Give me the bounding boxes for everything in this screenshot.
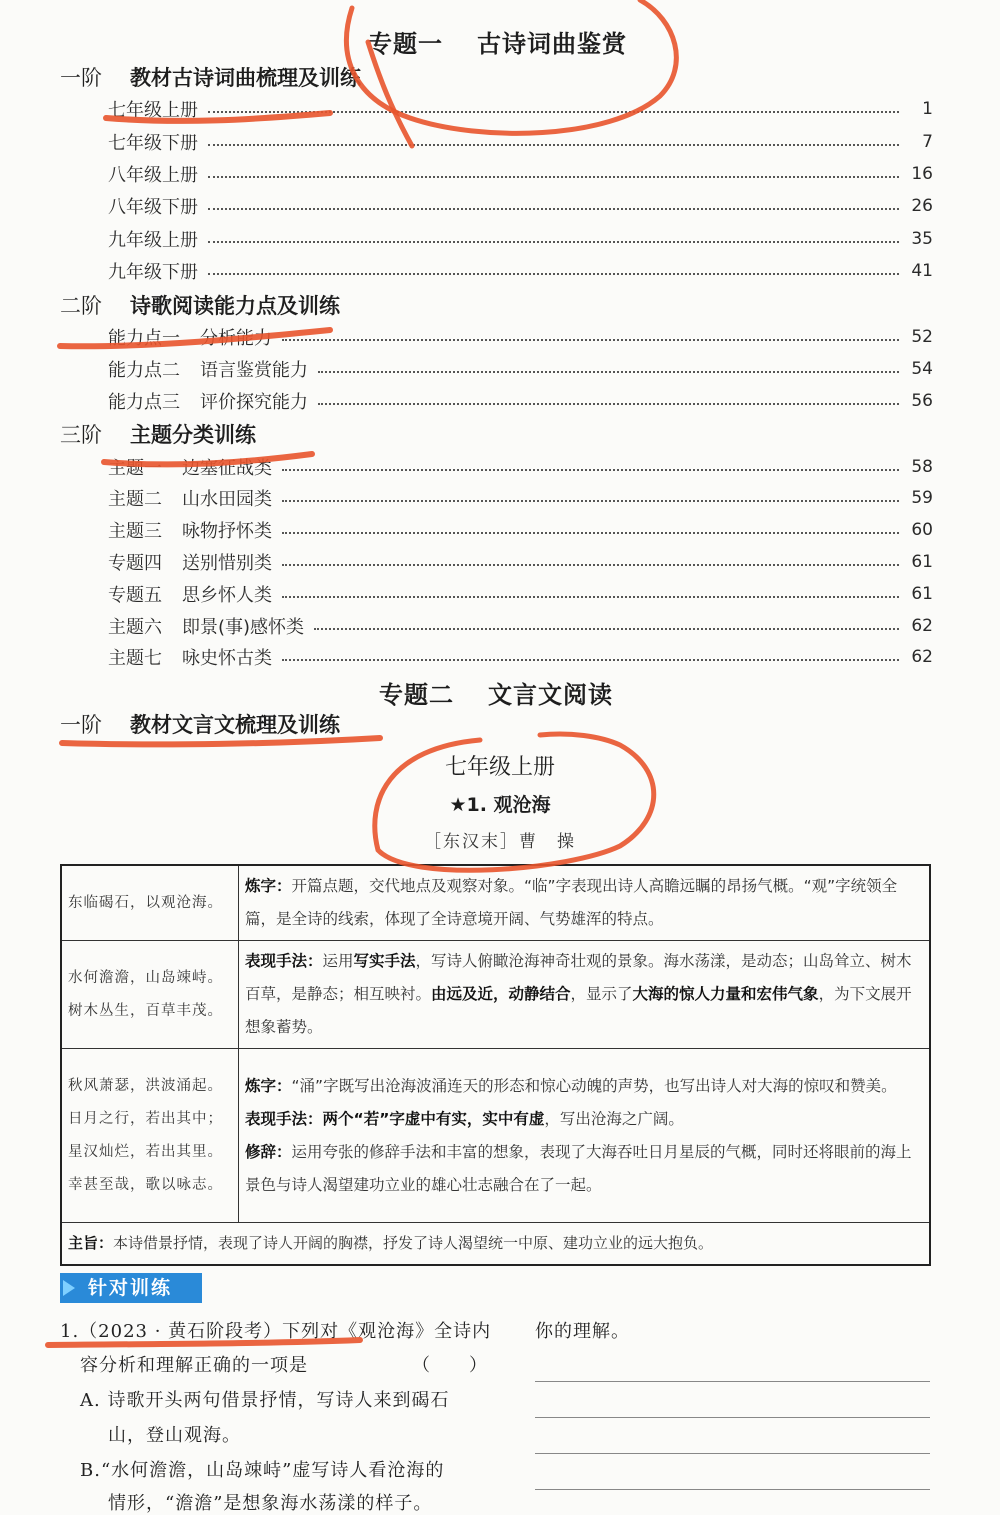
- grade-heading: 七年级上册: [444, 755, 555, 780]
- analysis-emphasis: 两个“若”字虚中有实，实中有虚: [322, 1109, 545, 1128]
- toc-page: 61: [911, 552, 933, 572]
- toc-label-main: 专题五: [108, 585, 162, 606]
- toc-label-sub: 思乡怀人类: [182, 585, 272, 606]
- annotation-stroke: [368, 42, 412, 146]
- poem-line: 日月之行，若出其中；: [68, 1110, 223, 1127]
- toc-label: 七年级上册: [108, 100, 198, 121]
- analysis-emphasis: 由远及近，动静结合: [431, 985, 571, 1003]
- toc-page: 1: [922, 99, 933, 119]
- analysis-key: 修辞：: [245, 1142, 292, 1161]
- toc-page: 16: [911, 164, 933, 184]
- annotation-circle: [375, 734, 654, 870]
- toc-page: 62: [911, 616, 933, 636]
- toc-page: 7: [922, 132, 933, 152]
- toc-page: 58: [911, 457, 933, 477]
- toc-page: 26: [911, 196, 933, 216]
- analysis-key: 表现手法：: [245, 1109, 323, 1128]
- right-column-text: 你的理解。: [535, 1321, 630, 1342]
- analysis-text: ，写诗人俯瞰沧海神奇壮观的景象。海水荡漾，是动态；山岛耸立、树木百草，是静态；相互映衬。: [245, 952, 912, 1003]
- toc-label: 八年级下册: [108, 197, 198, 218]
- poem-line: 东临碣石，以观沧海。: [68, 894, 223, 911]
- toc-label: 七年级下册: [108, 133, 198, 154]
- section-name: 教材文言文梳理及训练: [130, 713, 340, 737]
- answer-paren[interactable]: （ ）: [412, 1355, 488, 1376]
- option-b-cont: 情形，“澹澹”是想象海水荡漾的样子。: [108, 1493, 433, 1514]
- analysis-emphasis: 大海的惊人力量和宏伟气象: [632, 985, 819, 1003]
- poem-line: 水何澹澹，山岛竦峙。: [68, 969, 223, 986]
- section-level: 一阶: [60, 713, 102, 737]
- toc-label-sub: 分析能力: [200, 328, 272, 349]
- toc-label-sub: 咏物抒怀类: [182, 521, 272, 542]
- annotation-underline: [62, 738, 380, 744]
- option-b[interactable]: B.“水何澹澹，山岛竦峙”虚写诗人看沧海的: [80, 1460, 445, 1481]
- toc-label-sub: 边塞征战类: [182, 458, 272, 479]
- toc-page: 59: [911, 488, 933, 508]
- analysis-text: 开篇点题，交代地点及观察对象。“临”字表现出诗人高瞻远瞩的昂扬气概。“观”字统领全篇，是全诗的线索，体现了全诗意境开阔、气势雄浑的特点。: [245, 877, 898, 928]
- toc-label-main: 专题四: [108, 553, 162, 574]
- toc-label-sub: 即景(事)感怀类: [182, 617, 305, 638]
- toc-label-sub: 评价探究能力: [200, 392, 308, 413]
- annotation-underline: [48, 1340, 360, 1345]
- toc-label-main: 能力点一: [108, 328, 180, 349]
- section-level: 三阶: [60, 423, 102, 447]
- poem-title: ★1. 观沧海: [449, 794, 551, 816]
- question-line: 容分析和理解正确的一项是: [80, 1355, 308, 1376]
- toc-label-main: 能力点三: [108, 392, 180, 413]
- toc-label-main: 主题三: [108, 521, 162, 542]
- toc-page: 62: [911, 647, 933, 667]
- poem-line: 秋风萧瑟，洪波涌起。: [68, 1077, 223, 1094]
- toc-label-main: 主题六: [108, 617, 162, 638]
- toc-page: 41: [911, 261, 933, 281]
- analysis-key: 炼字：: [245, 1076, 292, 1095]
- toc-label-main: 主题二: [108, 489, 162, 510]
- analysis-text: ，写出沧海之广阔。: [544, 1109, 684, 1128]
- analysis-text: 运用: [322, 952, 354, 970]
- toc-page: 35: [911, 229, 933, 249]
- section-name: 主题分类训练: [130, 423, 256, 447]
- poem-line: 星汉灿烂，若出其里。: [68, 1143, 223, 1160]
- annotation-underline: [60, 330, 330, 346]
- annotation-underline: [106, 113, 330, 121]
- poem-author: ［东汉末］曹 操: [424, 832, 576, 852]
- question-line: 1.（2023 · 黄石阶段考）下列对《观沧海》全诗内: [60, 1321, 492, 1342]
- toc-label: 八年级上册: [108, 165, 198, 186]
- toc-label-main: 主题一: [108, 458, 162, 479]
- toc-page: 61: [911, 584, 933, 604]
- topic1-prefix: 专题一: [368, 30, 443, 58]
- analysis-text: 运用夸张的修辞手法和丰富的想象，表现了大海吞吐日月星辰的气概，同时还将眼前的海上景色与诗人渴望建功立业的雄心壮志融合在了一起。: [245, 1142, 912, 1194]
- option-a[interactable]: A. 诗歌开头两句借景抒情，写诗人来到碣石: [80, 1390, 450, 1411]
- toc-page: 60: [911, 520, 933, 540]
- section-name: 教材古诗词曲梳理及训练: [130, 66, 361, 90]
- toc-label-main: 能力点二: [108, 360, 180, 381]
- toc-label-sub: 山水田园类: [182, 489, 272, 510]
- topic2-name: 文言文阅读: [488, 681, 613, 709]
- topic2-prefix: 专题二: [379, 681, 454, 709]
- toc-label-sub: 语言鉴赏能力: [200, 360, 308, 381]
- topic1-name: 古诗词曲鉴赏: [477, 30, 627, 58]
- analysis-key: 炼字：: [245, 877, 292, 895]
- section-level: 二阶: [60, 294, 102, 318]
- analysis-text: “涌”字既写出沧海波涌连天的形态和惊心动魄的声势，也写出诗人对大海的惊叹和赞美。: [291, 1076, 897, 1095]
- theme-text: 本诗借景抒情，表现了诗人开阔的胸襟，抒发了诗人渴望统一中原、建功立业的远大抱负。: [113, 1234, 714, 1252]
- analysis-emphasis: 写实手法: [353, 952, 416, 970]
- analysis-text: ，为下文展开想象蓄势。: [245, 985, 912, 1036]
- analysis-key: 表现手法：: [245, 952, 323, 970]
- section-name: 诗歌阅读能力点及训练: [130, 294, 340, 318]
- section-level: 一阶: [60, 66, 102, 90]
- option-a-cont: 山，登山观海。: [108, 1425, 241, 1446]
- toc-page: 54: [911, 359, 933, 379]
- poem-line: 幸甚至哉，歌以咏志。: [68, 1176, 223, 1193]
- theme-key: 主旨：: [68, 1234, 114, 1252]
- training-label: 针对训练: [88, 1277, 173, 1299]
- toc-label: 九年级下册: [108, 262, 198, 283]
- poem-line: 树木丛生，百草丰茂。: [68, 1002, 223, 1019]
- toc-label: 九年级上册: [108, 230, 198, 251]
- annotation-underline: [104, 454, 312, 464]
- toc-label-sub: 咏史怀古类: [182, 648, 272, 669]
- analysis-text: ，显示了: [570, 985, 633, 1003]
- toc-page: 52: [911, 327, 933, 347]
- toc-page: 56: [911, 391, 933, 411]
- toc-label-main: 主题七: [108, 648, 162, 669]
- toc-label-sub: 送别惜别类: [182, 553, 272, 574]
